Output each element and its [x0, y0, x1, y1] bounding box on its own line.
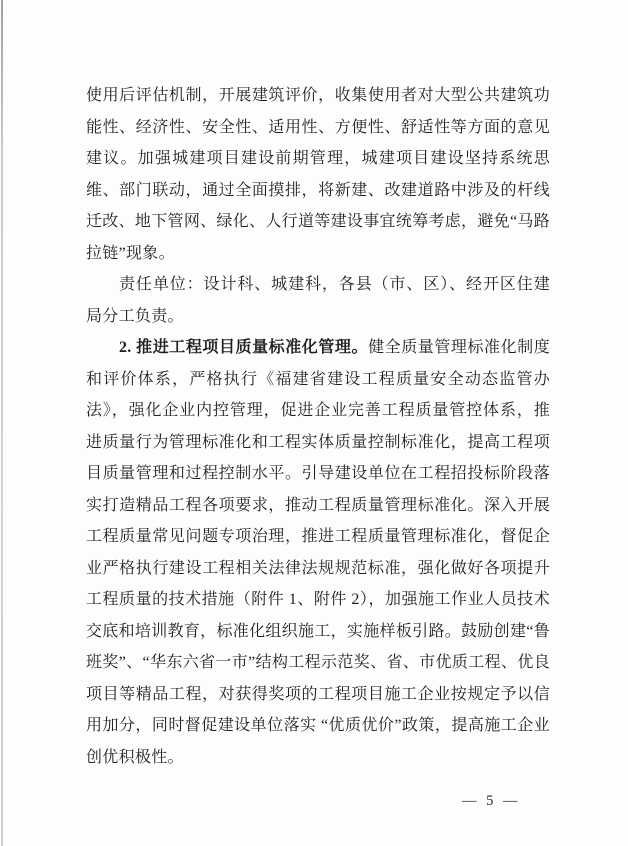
- document-body: [86, 80, 550, 773]
- section-2-body-text: 健全质量管理标准化制度和评价体系，严格执行《福建省建设工程质量安全动态监管办法》，强化企业内控管理，促进企业完善工程质量管控体系，推进质量行为管理标准化和工程实体质量控制标准化，提高工程项目质量管理和过程控制水平。引导建设单位在工程招投标阶段落实打造精品工程各项要求，推动工程质量管理标准化。深入开展工程质量常见问题专项治理，推进工程质量管理标准化，督促企业严格执行建设工程相关法律法规规范标准，强化做好各项提升工程质量的技术措施（附件 1、附件 2），加强施工作业人员技术交底和培训教育，标准化组织施工，实施样板引路。鼓励创建“鲁班奖”、“华东六省一市”结构工程示范奖、省、市优质工程、优良项目等精品工程，对获得奖项的工程项目施工企业按规定予以信用加分，同时督促建设单位落实 “优质优价”政策，提高施工企业创优积极性。: [86, 339, 550, 766]
- scan-edge-artifact: [1, 0, 3, 846]
- page-number: — 5 —: [462, 793, 521, 809]
- responsible-units-paragraph: 责任单位：设计科、城建科，各县（市、区）、经开区住建局分工负责。: [86, 276, 550, 325]
- section-2-paragraph: [86, 332, 550, 773]
- section-2-heading: 2. 推进工程项目质量标准化管理。: [119, 339, 369, 356]
- body-paragraph-continuation: 使用后评估机制，开展建筑评价，收集使用者对大型公共建筑功能性、经济性、安全性、适用性、方便性、舒适性等方面的意见建议。加强城建项目建设前期管理，城建项目建设坚持系统思维、部门联动，通过全面摸排，将新建、改建道路中涉及的杆线迁改、地下管网、绿化、人行道等建设事宜统筹考虑，避免“马路拉链”现象。: [86, 87, 550, 262]
